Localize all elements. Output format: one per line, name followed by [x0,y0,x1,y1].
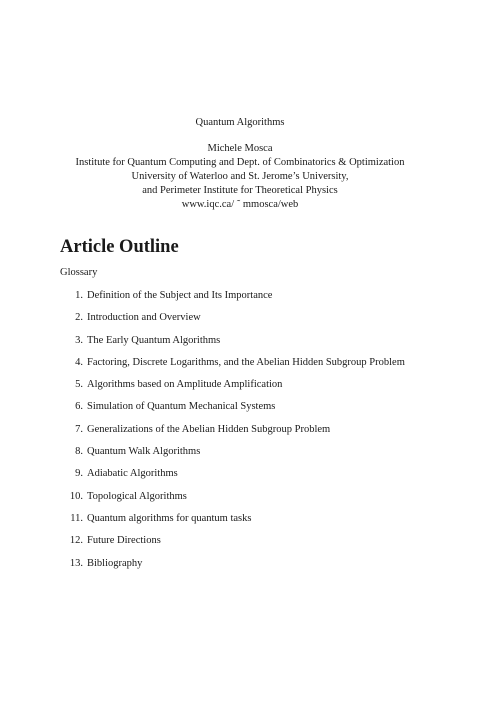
list-item-text: The Early Quantum Algorithms [87,334,221,346]
list-item [60,557,460,579]
list-item-text: Quantum algorithms for quantum tasks [87,512,252,524]
list-item-number: 12. [69,535,83,547]
section-heading: Article Outline [60,237,179,257]
list-item-number: 8. [75,446,83,458]
affiliation-line-1: Institute for Quantum Computing and Dept. of Combinatorics & Optimization [75,157,405,168]
affiliation-line-2: University of Waterloo and St. Jerome’s University, [131,171,349,182]
list-item-text: Definition of the Subject and Its Importance [87,290,273,301]
list-item-number: 9. [75,468,83,480]
list-item-text: Topological Algorithms [87,490,187,502]
title-block [0,116,480,212]
list-item-text: Factoring, Discrete Logarithms, and the Abelian Hidden Subgroup Problem [87,356,405,368]
list-item [60,400,460,422]
list-item-number: 4. [75,356,83,368]
list-item [60,423,460,445]
list-item-text: Quantum Walk Algorithms [87,446,201,458]
list-item-number: 7. [75,423,83,435]
outline-list [60,289,460,579]
list-item-number: 10. [69,490,83,502]
document-title: Quantum Algorithms [195,117,285,128]
list-item-text: Generalizations of the Abelian Hidden Subgroup Problem [87,423,331,435]
list-item [60,534,460,556]
list-item-text: Adiabatic Algorithms [87,468,178,480]
list-item-number: 3. [75,334,83,346]
author-url: www.iqc.ca/ ˜ mmosca/web [181,199,299,210]
list-item [60,311,460,333]
list-item-text: Introduction and Overview [87,312,201,324]
list-item [60,356,460,378]
list-item-number: 11. [70,512,83,524]
list-item-text: Bibliography [87,557,143,569]
list-item-text: Future Directions [87,535,161,547]
list-item-text: Simulation of Quantum Mechanical Systems [87,401,276,413]
list-item [60,490,460,512]
list-item-text: Algorithms based on Amplitude Amplification [87,379,283,391]
affiliation-line-3: and Perimeter Institute for Theoretical Physics [142,185,338,196]
list-item-number: 2. [75,312,83,324]
list-item [60,467,460,489]
list-item-number: 6. [75,401,83,413]
list-item [60,445,460,467]
glossary-label: Glossary [60,267,98,278]
list-item-number: 13. [69,557,83,569]
list-item-number: 1. [75,290,83,301]
list-item [60,378,460,400]
list-item [60,289,460,311]
list-item-number: 5. [75,379,83,391]
author-name: Michele Mosca [207,143,273,154]
list-item [60,512,460,534]
list-item [60,334,460,356]
